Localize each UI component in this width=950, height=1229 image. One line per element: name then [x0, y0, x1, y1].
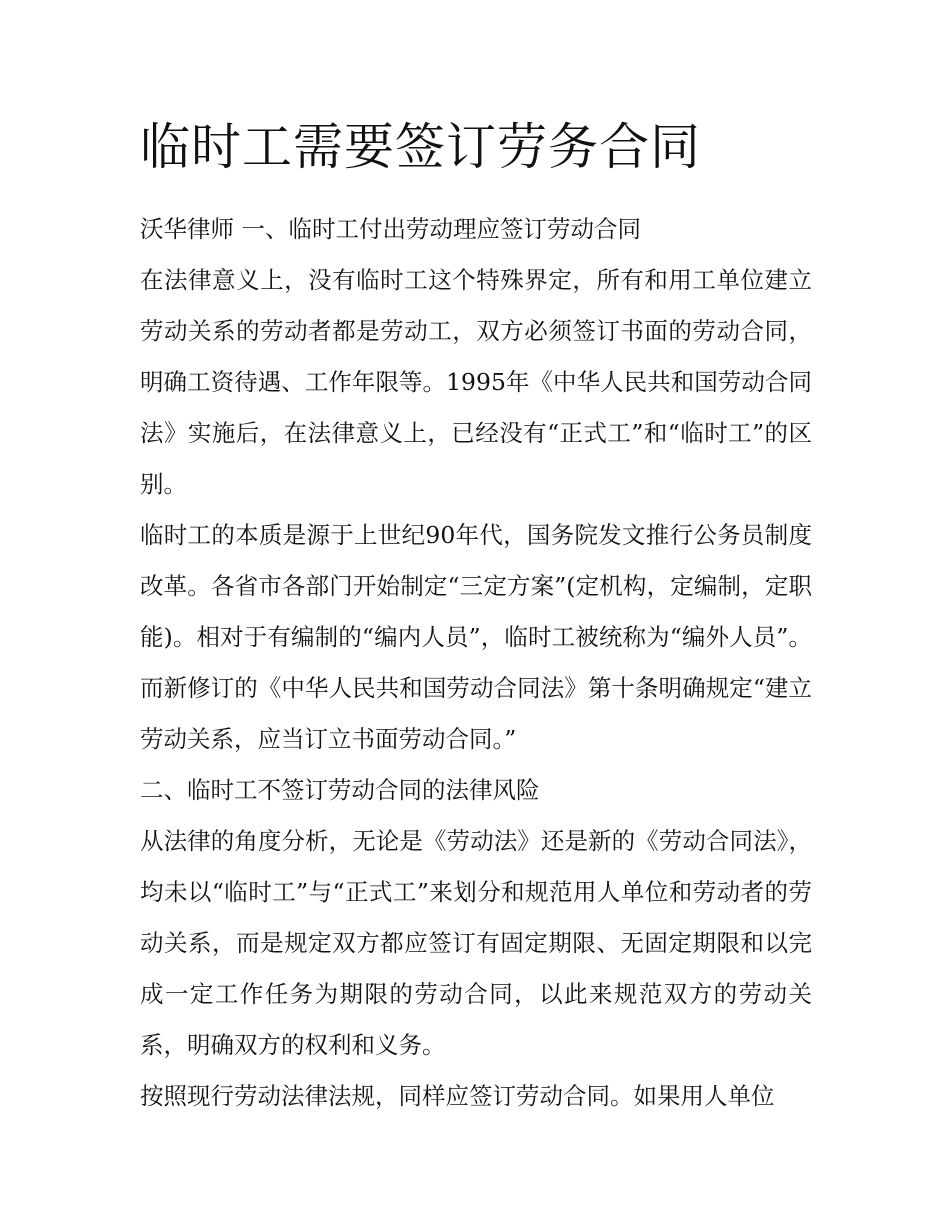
- paragraph: 按照现行劳动法律法规，同样应签订劳动合同。如果用人单位: [140, 1082, 775, 1110]
- paragraph-intro: 沃华律师 一、临时工付出劳动理应签订劳动合同: [140, 215, 641, 243]
- document-title: 临时工需要签订劳务合同: [140, 118, 701, 176]
- paragraph: 从法律的角度分析，无论是《劳动法》还是新的《劳动合同法》，均未以“临时工”与“正式工”来划分和规范用人单位和劳动者的劳动关系，而是规定双方都应签订有固定期限、无固定期限和以完成一定工作任务为期限的劳动合同，以此来规范双方的劳动关系，明确双方的权利和义务。: [140, 827, 812, 1059]
- section-heading: 二、临时工不签订劳动合同的法律风险: [140, 776, 540, 804]
- paragraph: 临时工的本质是源于上世纪90年代，国务院发文推行公务员制度改革。各省市各部门开始制定“三定方案”(定机构，定编制，定职能)。相对于有编制的“编内人员”，临时工被统称为“编外人员”。而新修订的《中华人民共和国劳动合同法》第十条明确规定“建立劳动关系，应当订立书面劳动合同。”: [140, 521, 812, 753]
- paragraph: 在法律意义上，没有临时工这个特殊界定，所有和用工单位建立劳动关系的劳动者都是劳动工，双方必须签订书面的劳动合同，明确工资待遇、工作年限等。1995年《中华人民共和国劳动合同法》实施后，在法律意义上，已经没有“正式工”和“临时工”的区别。: [140, 266, 812, 498]
- document-body: [140, 204, 812, 1122]
- document-content: [140, 112, 812, 1122]
